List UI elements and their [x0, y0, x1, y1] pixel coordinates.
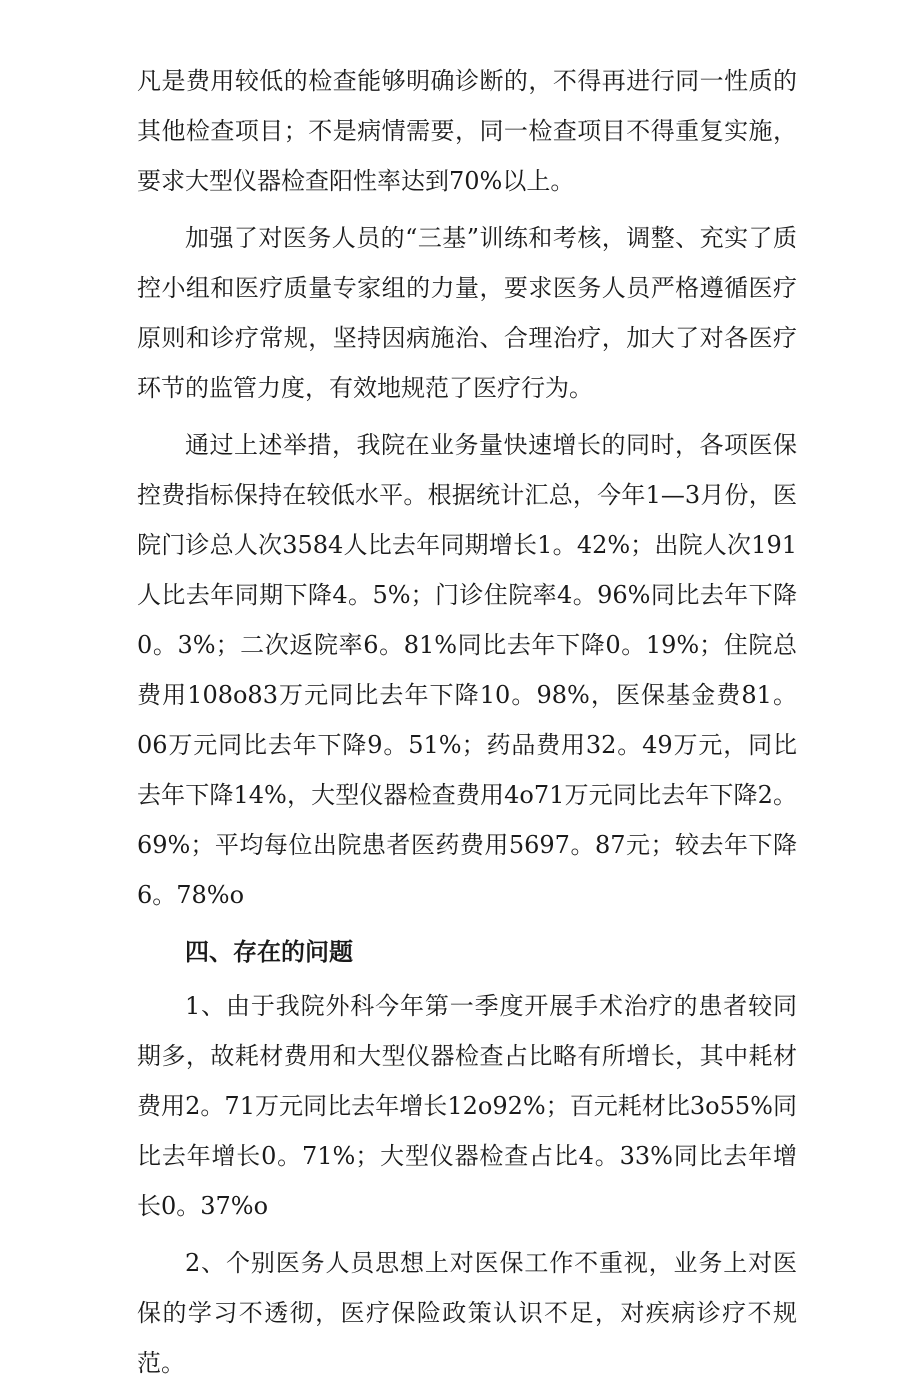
issue-item-1: 1、由于我院外科今年第一季度开展手术治疗的患者较同期多，故耗材费用和大型仪器检查占比略有所增长，其中耗材费用2。71万元同比去年增长12o92%；百元耗材比3o55%同比去年增长0。71%；大型仪器检查占比4。33%同比去年增长0。37%o [137, 992, 797, 1220]
issue-item-2: 2、个别医务人员思想上对医保工作不重视，业务上对医保的学习不透彻，医疗保险政策认识不足，对疾病诊疗不规范。 [137, 1249, 797, 1377]
section-heading-problems: 四、存在的问题 [185, 937, 353, 966]
paragraph-exam-rules: 凡是费用较低的检查能够明确诊断的，不得再进行同一性质的其他检查项目；不是病情需要，同一检查项目不得重复实施，要求大型仪器检查阳性率达到70%以上。 [137, 67, 797, 195]
paragraph-cost-statistics: 通过上述举措，我院在业务量快速增长的同时，各项医保控费指标保持在较低水平。根据统计汇总，今年1—3月份，医院门诊总人次3584人比去年同期增长1。42%；出院人次191人比去年同期下降4。5%；门诊住院率4。96%同比去年下降0。3%；二次返院率6。81%同比去年下降0。19%；住院总费用108o83万元同比去年下降10。98%，医保基金费81。06万元同比去年下降9。51%；药品费用32。49万元，同比去年下降14%，大型仪器检查费用4o71万元同比去年下降2。69%；平均每位出院患者医药费用5697。87元；较去年下降6。78%o [137, 431, 797, 909]
paragraph-staff-training: 加强了对医务人员的“三基”训练和考核，调整、充实了质控小组和医疗质量专家组的力量，要求医务人员严格遵循医疗原则和诊疗常规，坚持因病施治、合理治疗，加大了对各医疗环节的监管力度，有效地规范了医疗行为。 [137, 224, 797, 402]
document-body [137, 56, 797, 1388]
